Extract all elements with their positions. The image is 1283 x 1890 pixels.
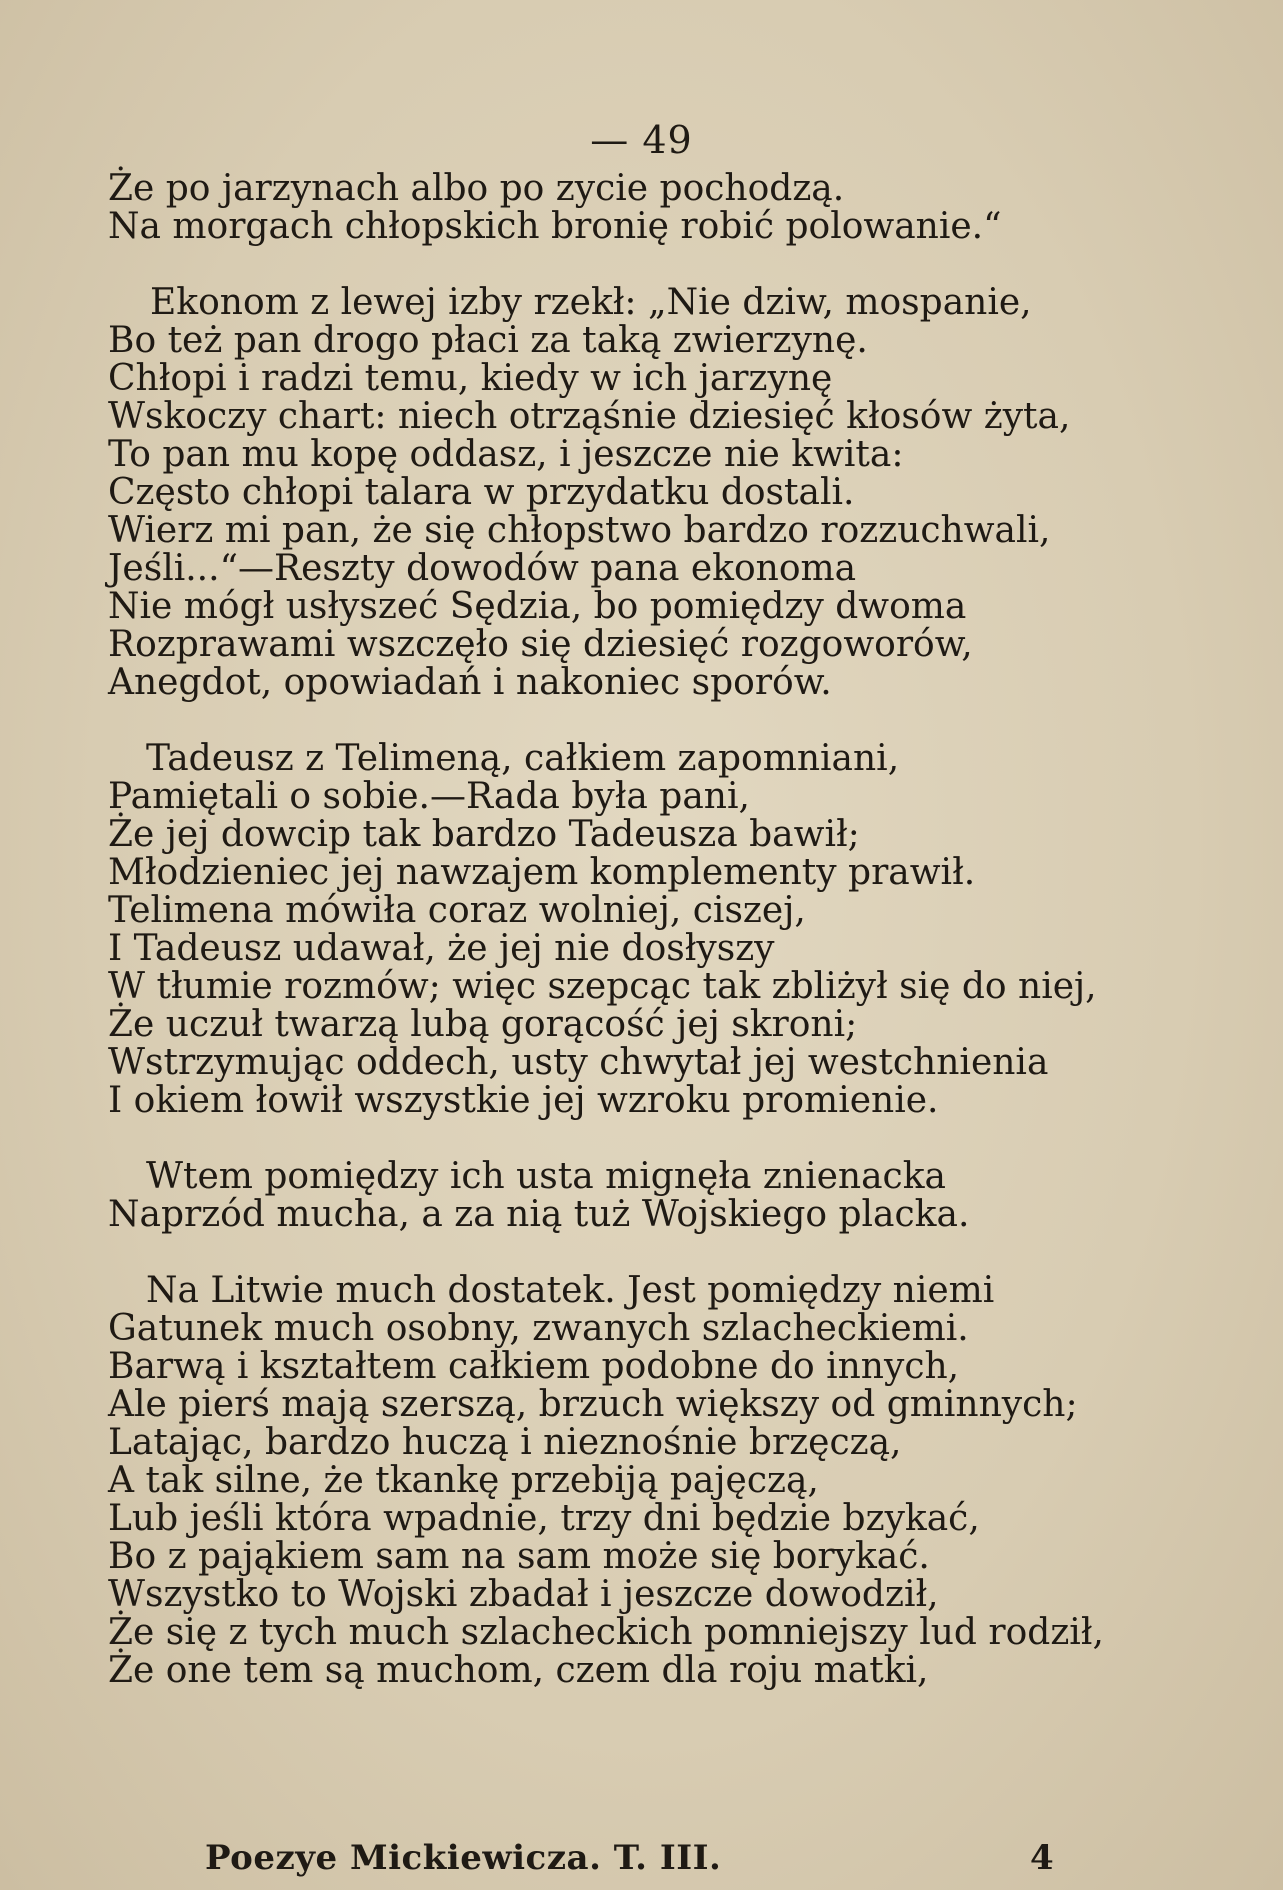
stanza (0, 740, 1283, 1120)
verse-line: Lub jeśli która wpadnie, trzy dni będzie bzykać, (108, 1498, 980, 1539)
verse-line: Latając, bardzo huczą i nieznośnie brzęczą, (108, 1422, 902, 1463)
verse-line: Gatunek much osobny, zwanych szlacheckiemi. (108, 1308, 969, 1349)
verse-line: Pamiętali o sobie.—Rada była pani, (108, 776, 750, 817)
stanza (0, 1272, 1283, 1690)
verse-line: W tłumie rozmów; więc szepcąc tak zbliżył się do niej, (108, 966, 1097, 1007)
verse-line: Na morgach chłopskich bronię robić polowanie.“ (108, 206, 1002, 247)
verse-line: Barwą i kształtem całkiem podobne do innych, (108, 1346, 960, 1387)
page-number: — 49 (590, 118, 693, 162)
verse-line: Jeśli...“—Reszty dowodów pana ekonoma (108, 548, 857, 589)
verse-line: Wskoczy chart: niech otrząśnie dziesięć kłosów żyta, (108, 396, 1071, 437)
stanza (0, 284, 1283, 702)
verse-line: Bo też pan drogo płaci za taką zwierzynę. (108, 320, 868, 361)
footer-signature-mark: 4 (1030, 1838, 1054, 1878)
footer-book-title: Poezye Mickiewicza. T. III. (205, 1838, 722, 1878)
stanza (0, 170, 1283, 246)
verse-line: Na Litwie much dostatek. Jest pomiędzy niemi (146, 1270, 995, 1311)
verse-line: Ale pierś mają szerszą, brzuch większy od gminnych; (108, 1384, 1078, 1425)
verse-line: Wstrzymując oddech, usty chwytał jej westchnienia (108, 1042, 1049, 1083)
verse-line: Tadeusz z Telimeną, całkiem zapomniani, (146, 738, 900, 779)
verse-line: Często chłopi talara w przydatku dostali. (108, 472, 855, 513)
verse-line: Telimena mówiła coraz wolniej, ciszej, (108, 890, 806, 931)
verse-line: Anegdot, opowiadań i nakoniec sporów. (108, 662, 832, 703)
verse-line: Naprzód mucha, a za nią tuż Wojskiego placka. (108, 1194, 970, 1235)
verse-line: Nie mógł usłyszeć Sędzia, bo pomiędzy dwoma (108, 586, 967, 627)
verse-line: I okiem łowił wszystkie jej wzroku promienie. (108, 1080, 939, 1121)
verse-line: Że one tem są muchom, czem dla roju matki, (108, 1650, 929, 1691)
verse-line: Że po jarzynach albo po zycie pochodzą. (108, 168, 845, 209)
verse-line: Że się z tych much szlacheckich pomniejszy lud rodził, (108, 1612, 1104, 1653)
verse-line: Bo z pająkiem sam na sam może się borykać. (108, 1536, 930, 1577)
page-footer (0, 1838, 1283, 1882)
verse-line: I Tadeusz udawał, że jej nie dosłyszy (108, 928, 775, 969)
verse-line: To pan mu kopę oddasz, i jeszcze nie kwita: (108, 434, 904, 475)
verse-line: Że uczuł twarzą lubą gorącość jej skroni; (108, 1004, 858, 1045)
poem-text (0, 170, 1283, 1728)
stanza (0, 1158, 1283, 1234)
verse-line: Chłopi i radzi temu, kiedy w ich jarzynę (108, 358, 833, 399)
verse-line: A tak silne, że tkankę przebiją pajęczą, (108, 1460, 819, 1501)
verse-line: Wierz mi pan, że się chłopstwo bardzo rozzuchwali, (108, 510, 1051, 551)
verse-line: Wszystko to Wojski zbadał i jeszcze dowodził, (108, 1574, 939, 1615)
verse-line: Ekonom z lewej izby rzekł: „Nie dziw, mospanie, (150, 282, 1032, 323)
verse-line: Młodzieniec jej nawzajem komplementy prawił. (108, 852, 976, 893)
verse-line: Wtem pomiędzy ich usta mignęła znienacka (146, 1156, 946, 1197)
verse-line: Że jej dowcip tak bardzo Tadeusza bawił; (108, 814, 860, 855)
verse-line: Rozprawami wszczęło się dziesięć rozgoworów, (108, 624, 973, 665)
